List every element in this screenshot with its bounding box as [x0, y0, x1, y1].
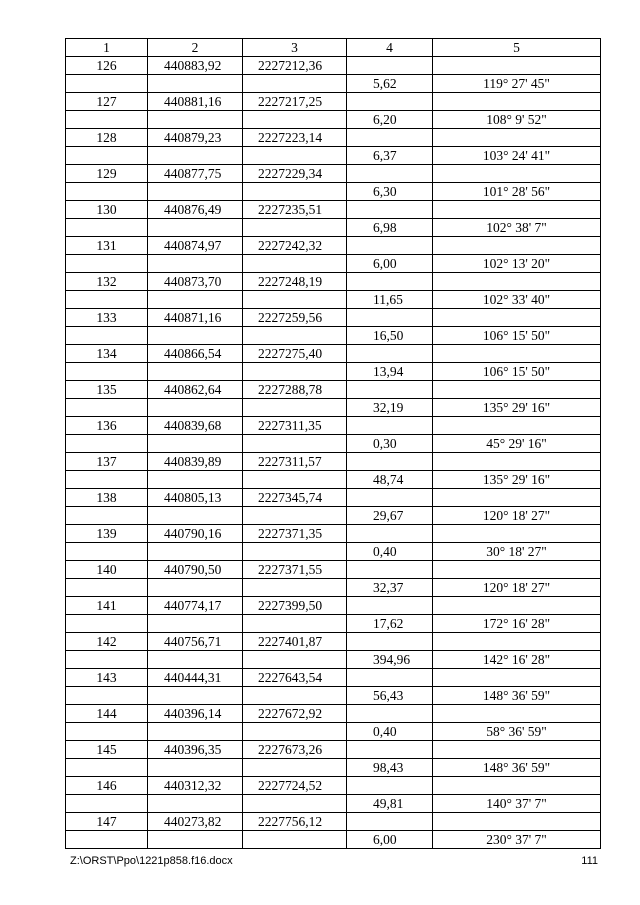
cell-y-coordinate: 2227311,35: [243, 417, 347, 435]
table-row: [66, 507, 601, 525]
cell-point-number: [66, 147, 148, 165]
cell-x-coordinate: 440879,23: [148, 129, 243, 147]
footer-page-number: 111: [581, 855, 598, 867]
header-col-4: 4: [347, 39, 433, 57]
cell-bearing: [433, 93, 601, 111]
cell-point-number: [66, 255, 148, 273]
cell-distance: [347, 57, 433, 75]
table-row: [66, 813, 601, 831]
cell-bearing: [433, 705, 601, 723]
table-body: [66, 57, 601, 849]
table-row: [66, 255, 601, 273]
table-row: [66, 435, 601, 453]
cell-distance: [347, 237, 433, 255]
cell-distance: [347, 633, 433, 651]
cell-bearing: 172° 16' 28": [433, 615, 601, 633]
table-row: [66, 471, 601, 489]
cell-point-number: 141: [66, 597, 148, 615]
cell-bearing: [433, 561, 601, 579]
cell-point-number: [66, 111, 148, 129]
cell-bearing: 106° 15' 50": [433, 363, 601, 381]
cell-bearing: [433, 741, 601, 759]
cell-distance: 56,43: [347, 687, 433, 705]
cell-point-number: 143: [66, 669, 148, 687]
cell-bearing: 101° 28' 56": [433, 183, 601, 201]
table-row: [66, 831, 601, 849]
cell-distance: [347, 309, 433, 327]
cell-distance: [347, 453, 433, 471]
cell-bearing: 135° 29' 16": [433, 471, 601, 489]
cell-bearing: 102° 33' 40": [433, 291, 601, 309]
cell-y-coordinate: [243, 759, 347, 777]
table-row: [66, 381, 601, 399]
cell-point-number: [66, 291, 148, 309]
cell-x-coordinate: [148, 831, 243, 849]
cell-bearing: [433, 525, 601, 543]
cell-distance: 13,94: [347, 363, 433, 381]
cell-point-number: 140: [66, 561, 148, 579]
table-row: [66, 669, 601, 687]
cell-x-coordinate: [148, 471, 243, 489]
cell-x-coordinate: [148, 327, 243, 345]
cell-y-coordinate: [243, 291, 347, 309]
cell-distance: [347, 741, 433, 759]
cell-point-number: 128: [66, 129, 148, 147]
cell-point-number: [66, 543, 148, 561]
cell-distance: [347, 165, 433, 183]
cell-y-coordinate: [243, 651, 347, 669]
cell-bearing: [433, 381, 601, 399]
cell-x-coordinate: [148, 687, 243, 705]
cell-point-number: 131: [66, 237, 148, 255]
cell-distance: 16,50: [347, 327, 433, 345]
cell-distance: [347, 345, 433, 363]
cell-point-number: [66, 507, 148, 525]
cell-x-coordinate: 440805,13: [148, 489, 243, 507]
cell-x-coordinate: [148, 723, 243, 741]
cell-bearing: 30° 18' 27": [433, 543, 601, 561]
table-row: [66, 453, 601, 471]
cell-x-coordinate: 440790,50: [148, 561, 243, 579]
cell-distance: [347, 561, 433, 579]
cell-distance: 32,37: [347, 579, 433, 597]
cell-y-coordinate: [243, 507, 347, 525]
cell-bearing: [433, 417, 601, 435]
cell-bearing: [433, 633, 601, 651]
cell-x-coordinate: [148, 255, 243, 273]
cell-y-coordinate: 2227371,55: [243, 561, 347, 579]
cell-bearing: 103° 24' 41": [433, 147, 601, 165]
table-row: [66, 111, 601, 129]
cell-x-coordinate: 440873,70: [148, 273, 243, 291]
cell-point-number: 132: [66, 273, 148, 291]
cell-distance: [347, 381, 433, 399]
cell-y-coordinate: [243, 255, 347, 273]
cell-y-coordinate: 2227643,54: [243, 669, 347, 687]
table-row: [66, 759, 601, 777]
cell-bearing: 108° 9' 52": [433, 111, 601, 129]
table-row: [66, 543, 601, 561]
cell-bearing: [433, 309, 601, 327]
cell-y-coordinate: [243, 795, 347, 813]
cell-point-number: [66, 651, 148, 669]
cell-distance: [347, 777, 433, 795]
cell-x-coordinate: 440862,64: [148, 381, 243, 399]
cell-x-coordinate: 440774,17: [148, 597, 243, 615]
cell-distance: [347, 669, 433, 687]
cell-distance: 6,00: [347, 255, 433, 273]
cell-y-coordinate: [243, 147, 347, 165]
table-row: [66, 399, 601, 417]
cell-y-coordinate: 2227724,52: [243, 777, 347, 795]
table-row: [66, 327, 601, 345]
cell-y-coordinate: 2227242,32: [243, 237, 347, 255]
cell-y-coordinate: 2227345,74: [243, 489, 347, 507]
cell-x-coordinate: [148, 183, 243, 201]
cell-y-coordinate: [243, 831, 347, 849]
cell-point-number: [66, 219, 148, 237]
table-row: [66, 705, 601, 723]
cell-y-coordinate: 2227229,34: [243, 165, 347, 183]
cell-bearing: [433, 273, 601, 291]
cell-y-coordinate: 2227672,92: [243, 705, 347, 723]
table-row: [66, 93, 601, 111]
cell-distance: 5,62: [347, 75, 433, 93]
cell-distance: 0,30: [347, 435, 433, 453]
cell-y-coordinate: [243, 687, 347, 705]
table-row: [66, 687, 601, 705]
cell-bearing: 102° 13' 20": [433, 255, 601, 273]
cell-bearing: [433, 669, 601, 687]
table-row: [66, 57, 601, 75]
cell-x-coordinate: 440839,68: [148, 417, 243, 435]
cell-y-coordinate: [243, 471, 347, 489]
table-row: [66, 237, 601, 255]
cell-y-coordinate: 2227212,36: [243, 57, 347, 75]
cell-y-coordinate: [243, 219, 347, 237]
table-row: [66, 183, 601, 201]
cell-x-coordinate: 440881,16: [148, 93, 243, 111]
table-row: [66, 219, 601, 237]
cell-y-coordinate: 2227275,40: [243, 345, 347, 363]
cell-distance: 6,37: [347, 147, 433, 165]
cell-distance: 11,65: [347, 291, 433, 309]
cell-y-coordinate: 2227217,25: [243, 93, 347, 111]
cell-point-number: [66, 687, 148, 705]
cell-point-number: [66, 471, 148, 489]
cell-distance: 6,98: [347, 219, 433, 237]
cell-distance: 48,74: [347, 471, 433, 489]
cell-bearing: [433, 453, 601, 471]
cell-y-coordinate: [243, 615, 347, 633]
cell-bearing: 58° 36' 59": [433, 723, 601, 741]
cell-bearing: 102° 38' 7": [433, 219, 601, 237]
cell-x-coordinate: 440871,16: [148, 309, 243, 327]
cell-bearing: [433, 813, 601, 831]
cell-point-number: [66, 795, 148, 813]
cell-bearing: 120° 18' 27": [433, 507, 601, 525]
cell-x-coordinate: [148, 795, 243, 813]
table-row: [66, 651, 601, 669]
table-row: [66, 561, 601, 579]
table-row: [66, 777, 601, 795]
cell-bearing: [433, 165, 601, 183]
table-header-row: [66, 39, 601, 57]
cell-y-coordinate: [243, 111, 347, 129]
table-row: [66, 165, 601, 183]
cell-y-coordinate: [243, 579, 347, 597]
cell-distance: 29,67: [347, 507, 433, 525]
table-row: [66, 345, 601, 363]
cell-x-coordinate: 440273,82: [148, 813, 243, 831]
cell-point-number: 127: [66, 93, 148, 111]
cell-bearing: [433, 57, 601, 75]
footer-file-path: Z:\ORST\Ppo\1221p858.f16.docx: [70, 855, 233, 867]
cell-x-coordinate: 440756,71: [148, 633, 243, 651]
cell-y-coordinate: [243, 543, 347, 561]
cell-distance: 6,00: [347, 831, 433, 849]
cell-y-coordinate: 2227259,56: [243, 309, 347, 327]
cell-y-coordinate: [243, 435, 347, 453]
cell-point-number: 138: [66, 489, 148, 507]
cell-point-number: 144: [66, 705, 148, 723]
cell-bearing: 140° 37' 7": [433, 795, 601, 813]
cell-distance: 6,30: [347, 183, 433, 201]
cell-point-number: 129: [66, 165, 148, 183]
table-row: [66, 363, 601, 381]
cell-distance: 32,19: [347, 399, 433, 417]
table-row: [66, 723, 601, 741]
cell-x-coordinate: 440839,89: [148, 453, 243, 471]
cell-y-coordinate: 2227673,26: [243, 741, 347, 759]
table-row: [66, 273, 601, 291]
cell-point-number: [66, 363, 148, 381]
cell-distance: 49,81: [347, 795, 433, 813]
cell-x-coordinate: [148, 111, 243, 129]
cell-x-coordinate: 440396,35: [148, 741, 243, 759]
cell-point-number: 142: [66, 633, 148, 651]
cell-bearing: 148° 36' 59": [433, 687, 601, 705]
cell-distance: 17,62: [347, 615, 433, 633]
cell-point-number: 145: [66, 741, 148, 759]
cell-bearing: [433, 489, 601, 507]
cell-point-number: 126: [66, 57, 148, 75]
cell-bearing: 142° 16' 28": [433, 651, 601, 669]
cell-distance: [347, 93, 433, 111]
cell-x-coordinate: 440396,14: [148, 705, 243, 723]
cell-x-coordinate: 440874,97: [148, 237, 243, 255]
table-row: [66, 615, 601, 633]
cell-x-coordinate: 440866,54: [148, 345, 243, 363]
header-col-3: 3: [243, 39, 347, 57]
cell-y-coordinate: 2227756,12: [243, 813, 347, 831]
cell-x-coordinate: [148, 147, 243, 165]
cell-point-number: 135: [66, 381, 148, 399]
cell-distance: [347, 489, 433, 507]
cell-bearing: [433, 129, 601, 147]
cell-point-number: [66, 723, 148, 741]
cell-y-coordinate: [243, 363, 347, 381]
cell-bearing: [433, 201, 601, 219]
cell-bearing: [433, 345, 601, 363]
cell-y-coordinate: 2227371,35: [243, 525, 347, 543]
table-row: [66, 291, 601, 309]
cell-bearing: 148° 36' 59": [433, 759, 601, 777]
header-col-5: 5: [433, 39, 601, 57]
cell-x-coordinate: [148, 219, 243, 237]
cell-distance: 98,43: [347, 759, 433, 777]
table-row: [66, 309, 601, 327]
cell-point-number: [66, 399, 148, 417]
cell-bearing: 106° 15' 50": [433, 327, 601, 345]
cell-y-coordinate: [243, 723, 347, 741]
cell-y-coordinate: 2227223,14: [243, 129, 347, 147]
cell-point-number: 134: [66, 345, 148, 363]
cell-x-coordinate: 440790,16: [148, 525, 243, 543]
cell-x-coordinate: [148, 291, 243, 309]
cell-point-number: [66, 615, 148, 633]
cell-y-coordinate: [243, 183, 347, 201]
cell-distance: [347, 417, 433, 435]
cell-x-coordinate: [148, 399, 243, 417]
cell-distance: [347, 201, 433, 219]
cell-bearing: 119° 27' 45": [433, 75, 601, 93]
cell-point-number: [66, 183, 148, 201]
cell-distance: [347, 129, 433, 147]
table-row: [66, 633, 601, 651]
cell-bearing: 120° 18' 27": [433, 579, 601, 597]
cell-bearing: 135° 29' 16": [433, 399, 601, 417]
cell-point-number: 133: [66, 309, 148, 327]
cell-y-coordinate: 2227311,57: [243, 453, 347, 471]
coordinates-table: [65, 38, 601, 849]
cell-point-number: 146: [66, 777, 148, 795]
cell-point-number: 147: [66, 813, 148, 831]
cell-point-number: 137: [66, 453, 148, 471]
cell-point-number: [66, 579, 148, 597]
table-row: [66, 417, 601, 435]
cell-y-coordinate: [243, 75, 347, 93]
cell-x-coordinate: [148, 615, 243, 633]
cell-bearing: [433, 777, 601, 795]
cell-y-coordinate: [243, 399, 347, 417]
cell-distance: 394,96: [347, 651, 433, 669]
cell-x-coordinate: [148, 363, 243, 381]
cell-distance: 0,40: [347, 543, 433, 561]
cell-x-coordinate: [148, 543, 243, 561]
cell-bearing: [433, 597, 601, 615]
table-row: [66, 147, 601, 165]
cell-point-number: 139: [66, 525, 148, 543]
table-row: [66, 525, 601, 543]
cell-point-number: [66, 75, 148, 93]
cell-distance: [347, 813, 433, 831]
table-row: [66, 129, 601, 147]
table-row: [66, 579, 601, 597]
cell-y-coordinate: 2227235,51: [243, 201, 347, 219]
cell-x-coordinate: 440444,31: [148, 669, 243, 687]
table-row: [66, 489, 601, 507]
cell-x-coordinate: 440877,75: [148, 165, 243, 183]
cell-y-coordinate: 2227288,78: [243, 381, 347, 399]
cell-bearing: 230° 37' 7": [433, 831, 601, 849]
cell-y-coordinate: 2227399,50: [243, 597, 347, 615]
table-row: [66, 741, 601, 759]
cell-x-coordinate: [148, 435, 243, 453]
cell-x-coordinate: 440876,49: [148, 201, 243, 219]
cell-x-coordinate: [148, 759, 243, 777]
cell-distance: 6,20: [347, 111, 433, 129]
cell-distance: [347, 597, 433, 615]
cell-x-coordinate: [148, 579, 243, 597]
cell-y-coordinate: 2227248,19: [243, 273, 347, 291]
cell-distance: [347, 273, 433, 291]
cell-y-coordinate: 2227401,87: [243, 633, 347, 651]
table-row: [66, 75, 601, 93]
cell-point-number: [66, 759, 148, 777]
cell-point-number: 136: [66, 417, 148, 435]
cell-x-coordinate: [148, 651, 243, 669]
cell-bearing: [433, 237, 601, 255]
cell-point-number: 130: [66, 201, 148, 219]
cell-distance: 0,40: [347, 723, 433, 741]
cell-distance: [347, 525, 433, 543]
cell-x-coordinate: 440883,92: [148, 57, 243, 75]
cell-x-coordinate: [148, 75, 243, 93]
cell-point-number: [66, 327, 148, 345]
cell-distance: [347, 705, 433, 723]
cell-bearing: 45° 29' 16": [433, 435, 601, 453]
table-row: [66, 795, 601, 813]
table-row: [66, 597, 601, 615]
header-col-1: 1: [66, 39, 148, 57]
cell-x-coordinate: [148, 507, 243, 525]
header-col-2: 2: [148, 39, 243, 57]
cell-point-number: [66, 831, 148, 849]
table-row: [66, 201, 601, 219]
cell-y-coordinate: [243, 327, 347, 345]
cell-point-number: [66, 435, 148, 453]
cell-x-coordinate: 440312,32: [148, 777, 243, 795]
